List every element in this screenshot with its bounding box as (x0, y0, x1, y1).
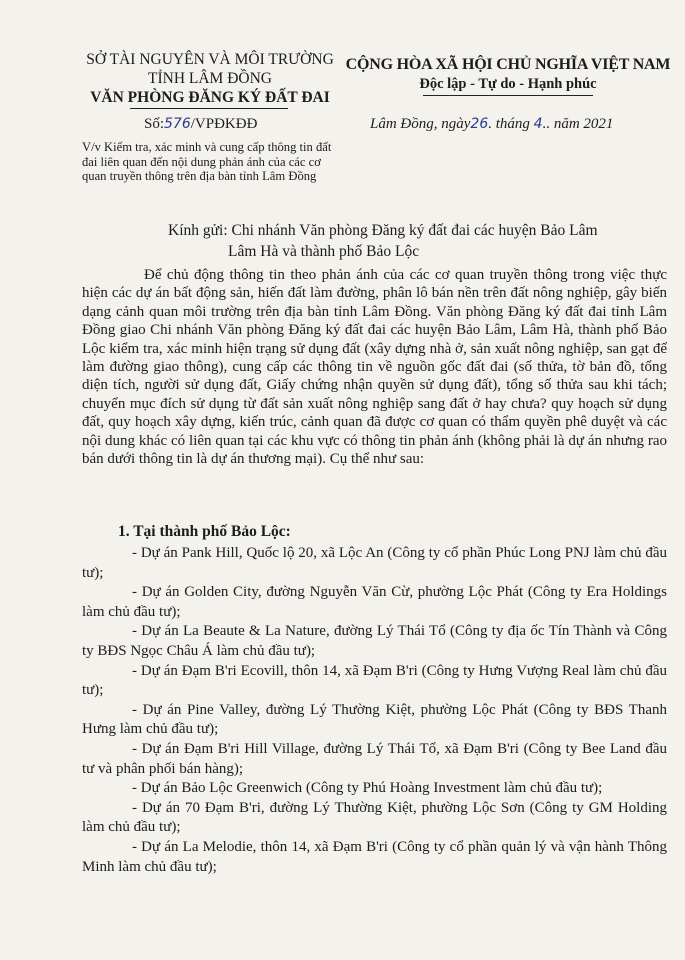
list-item: - Dự án Bảo Lộc Greenwich (Công ty Phú Hoàng Investment làm chủ đầu tư); (132, 780, 603, 797)
list-item: - Dự án La Beaute & La Nature, đường Lý Thái Tổ (Công ty địa ốc Tín Thành và Công ty BĐS Ngọc Châu Á làm chủ đầu tư); (82, 623, 667, 659)
date-prefix: Lâm Đồng, ngày (370, 116, 471, 132)
motto-underline (423, 95, 593, 96)
national-header (332, 55, 684, 96)
agency-line-2: TỈNH LÂM ĐỒNG (148, 70, 272, 87)
subject-line: V/v Kiểm tra, xác minh và cung cấp thông tin đất đai liên quan đến nội dung phản ánh của các cơ quan truyền thông trên địa bàn tỉnh Lâm Đồng (82, 140, 332, 184)
project-list (82, 544, 667, 877)
agency-line-3: VĂN PHÒNG ĐĂNG KÝ ĐẤT ĐAI (90, 89, 330, 106)
agency-line-1: SỞ TÀI NGUYÊN VÀ MÔI TRƯỜNG (86, 51, 334, 68)
recipient-block (168, 220, 658, 262)
recipient-line-1: Kính gửi: Chi nhánh Văn phòng Đăng ký đất đai các huyện Bảo Lâm (168, 222, 598, 239)
national-motto: Độc lập - Tự do - Hạnh phúc (419, 76, 597, 92)
body-paragraph: Để chủ động thông tin theo phản ánh của các cơ quan truyền thông trong việc thực hiện các dự án bất động sản, hiến đất làm đường, phân lô bán nền trên đất nông nghiệp, gây biến dạng cảnh quan môi trường trên địa bàn tỉnh Lâm Đồng. Văn phòng Đăng ký đất đai tỉnh Lâm Đồng giao Chi nhánh Văn phòng Đăng ký đất đai các huyện Bảo Lâm, Lâm Hà, thành phố Bảo Lộc kiểm tra, xác minh hiện trạng sử dụng đất (xây dựng nhà ở, sản xuất nông nghiệp, san gạt để làm đường giao thông), cung cấp các thông tin về nguồn gốc đất đai (số thửa, tờ bản đồ, tổng diện tích, người sử dụng đất, Giấy chứng nhận quyền sử dụng đất), tổng số thửa sau khi tách; chuyển mục đích sử dụng từ đất sản xuất nông nghiệp sang đất ở hay chưa? quy hoạch sử dụng đất, quy hoạch xây dựng, kiến trúc, cảnh quan đã được cơ quan có thẩm quyền phê duyệt và các nội dung khác có liên quan tại các khu vực có thông tin phản ánh (không phải là dự án nhưng rao bán dưới thông tin là dự án thương mại). Cụ thể như sau: (82, 267, 667, 468)
list-item: - Dự án Golden City, đường Nguyễn Văn Cừ, phường Lộc Phát (Công ty Era Holdings làm chủ đầu tư); (82, 584, 667, 620)
list-item: - Dự án Pank Hill, Quốc lộ 20, xã Lộc An (Công ty cổ phần Phúc Long PNJ làm chủ đầu tư); (82, 545, 667, 581)
recipient-line-2: Lâm Hà và thành phố Bảo Lộc (228, 243, 420, 260)
document-number (144, 116, 257, 133)
date-month: 4 (533, 116, 543, 132)
date-line: Lâm Đồng, ngày26. tháng 4.. năm 2021 (370, 116, 614, 132)
date-month-label: tháng (495, 116, 530, 132)
date-year: năm 2021 (553, 116, 614, 132)
section-title: 1. Tại thành phố Bảo Lộc: (118, 523, 291, 540)
issuing-agency-header (60, 50, 360, 108)
doc-number-suffix: /VPĐKĐĐ (190, 116, 258, 132)
list-item: - Dự án La Melodie, thôn 14, xã Đạm B'ri (Công ty cổ phần quản lý và vận hành Thông Minh làm chủ đầu tư); (82, 838, 667, 875)
doc-number-prefix: Số: (144, 116, 165, 132)
date-day: 26 (470, 116, 489, 132)
national-title: CỘNG HÒA XÃ HỘI CHỦ NGHĨA VIỆT NAM (345, 56, 671, 73)
list-item: - Dự án Đạm B'ri Ecovill, thôn 14, xã Đạm B'ri (Công ty Hưng Vượng Real làm chủ đầu tư); (82, 662, 667, 699)
agency-underline (130, 108, 288, 109)
list-item: - Dự án Pine Valley, đường Lý Thường Kiệt, phường Lộc Phát (Công ty BĐS Thanh Hưng làm chủ đầu tư); (82, 701, 667, 738)
body-text (82, 266, 667, 468)
list-item: - Dự án Đạm B'ri Hill Village, đường Lý Thái Tổ, xã Đạm B'ri (Công ty Bee Land đầu tư và phân phối bán hàng); (82, 740, 667, 777)
doc-number-handwritten: 576 (164, 116, 191, 132)
list-item: - Dự án 70 Đạm B'ri, đường Lý Thường Kiệt, phường Lộc Sơn (Công ty GM Holding làm chủ đầu tư); (82, 799, 667, 836)
